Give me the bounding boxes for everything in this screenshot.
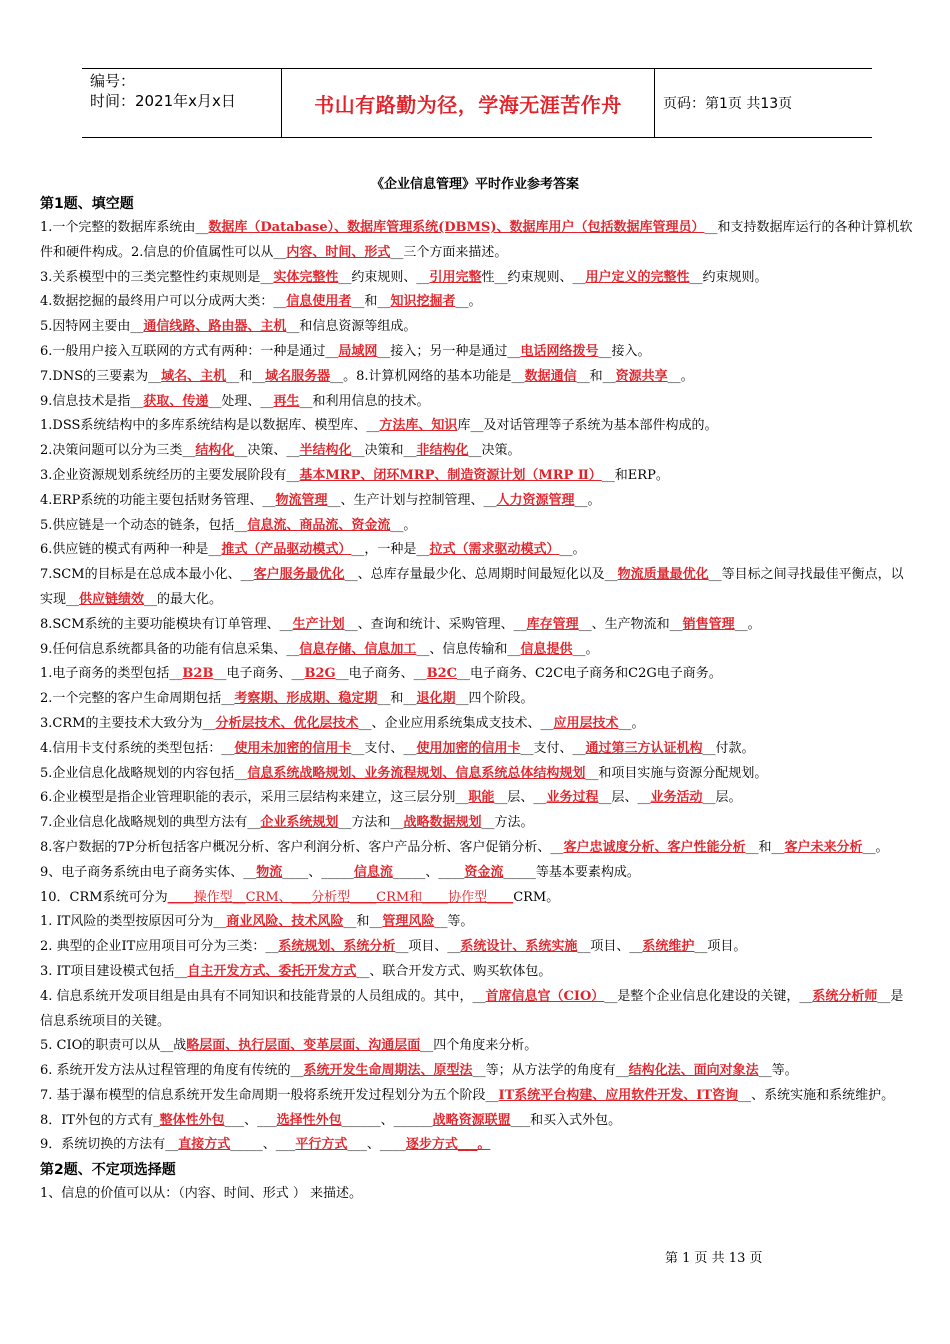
answer-text: 分析层技术、优化层技术 — [215, 715, 359, 731]
question-text: __和利用信息的技术。 — [299, 393, 430, 409]
answer-text: 业务过程 — [546, 790, 599, 806]
question-text: 9．系统切换的方法有__ — [40, 1137, 179, 1153]
answer-text: 业务活动 — [650, 790, 703, 806]
question-text: 6. 系统开发方法从过程管理的角度有传统的__ — [40, 1063, 304, 1079]
question-line — [40, 216, 915, 266]
question-text: __和__ — [576, 368, 616, 384]
answer-text: ___。 — [457, 1137, 491, 1153]
question-text: __、生产计划与控制管理、__ — [327, 492, 497, 508]
question-text: __等目标之间寻找最佳平衡点，以实现__ — [40, 567, 904, 607]
answer-text: 系统设计、系统实施 — [460, 939, 578, 955]
date-label: 时间：2021年x月x日 — [90, 92, 236, 110]
question-text: __。 — [559, 542, 586, 558]
question-text: 2. 典型的企业IT应用项目可分为三类：__ — [40, 939, 279, 955]
question-text: _____、____ — [392, 864, 465, 880]
question-text: 8.SCM系统的主要功能模块有订单管理、__ — [40, 616, 293, 632]
answer-text: 系统维护 — [642, 939, 695, 955]
question-text: __处理、__ — [208, 393, 274, 409]
question-text: 9.信息技术是指__ — [40, 393, 144, 409]
question-text: ____、_____ — [282, 864, 354, 880]
question-line — [40, 489, 915, 514]
answer-text: 商业风险、技术风险 — [226, 914, 344, 930]
question-text: __和信息资源等组成。 — [286, 319, 417, 335]
answer-text: 人力资源管理 — [496, 492, 575, 508]
answer-text: 选择性外包 — [276, 1112, 342, 1128]
question-text: __约束规则、__ — [338, 269, 430, 285]
answer-text: 电话网络拨号 — [520, 343, 599, 359]
answer-text: 实体完整性 — [273, 269, 339, 285]
question-text: _____等基本要素构成。 — [503, 864, 640, 880]
answer-text: 内容、时间、形式 — [286, 244, 391, 260]
question-text: __和__ — [226, 368, 266, 384]
question-text: __支付、__ — [520, 740, 586, 756]
question-text: __和项目实施与资源分配规划。 — [585, 765, 768, 781]
answer-text: 整体性外包 — [159, 1112, 225, 1128]
question-line — [40, 836, 915, 861]
answer-text: 再生 — [273, 393, 300, 409]
answer-text: 信息流 — [353, 864, 393, 880]
answer-text: 方法库、知识 — [379, 418, 458, 434]
answer-text: 数据通信 — [524, 368, 577, 384]
question-text: 1.DSS系统结构中的多库系统结构是以数据库、模型库、__ — [40, 418, 380, 434]
question-text: 9、电子商务系统由电子商务实体、__ — [40, 864, 257, 880]
answer-text: 使用加密的信用卡 — [416, 740, 521, 756]
answer-text: 直接方式 — [178, 1137, 231, 1153]
answer-text: IT系统平台构建、应用软件开发、IT咨询 — [498, 1087, 739, 1103]
question-text: __和支持数据库运行的各种计算机软件和硬件构成。2.信息的价值属性可以从__ — [40, 220, 913, 260]
question-line — [40, 266, 915, 291]
answer-text: 战略数据规划 — [403, 815, 482, 831]
question-text: __四个阶段。 — [455, 691, 534, 707]
question-line — [40, 340, 915, 365]
answer-text: 退化期 — [416, 691, 456, 707]
question-text: __，一种是__ — [351, 542, 430, 558]
section-heading: 第1题、填空题 — [40, 196, 134, 212]
question-text: __付款。 — [702, 740, 755, 756]
question-text: __决策、__ — [234, 443, 300, 459]
question-text: __层、__ — [494, 790, 547, 806]
question-text: 3. IT项目建设模式包括__ — [40, 963, 188, 979]
question-line — [40, 910, 915, 935]
document-body — [40, 192, 915, 1207]
question-text: 1. IT风险的类型按原因可分为__ — [40, 914, 227, 930]
question-text: __。 — [734, 616, 761, 632]
question-text: 1.一个完整的数据库系统由__ — [40, 220, 209, 235]
question-text: 3.关系模型中的三类完整性约束规则是__ — [40, 269, 274, 285]
question-text: __、总库存量最少化、总周期时间最短化以及__ — [344, 567, 618, 583]
question-line — [40, 1034, 915, 1059]
question-text: 3.企业资源规划系统经历的主要发展阶段有__ — [40, 467, 300, 483]
number-label: 编号： — [90, 72, 136, 90]
question-text: 8.客户数据的7P分析包括客户概况分析、客户利润分析、客户产品分析、客户促销分析、__ — [40, 839, 564, 855]
page-header — [82, 68, 872, 138]
question-line — [40, 687, 915, 712]
question-text: __电子商务、__ — [335, 666, 427, 682]
answer-text: 客户忠诚度分析、客户性能分析 — [563, 839, 746, 855]
answer-text: B2B — [182, 666, 214, 682]
answer-text: 推式（产品驱动模式） — [221, 542, 352, 558]
answer-text: B2G — [304, 666, 336, 682]
answer-text: 考察期、形成期、稳定期 — [234, 691, 378, 707]
section-heading: 第2题、不定项选择题 — [40, 1162, 176, 1179]
question-text: 2.一个完整的客户生命周期包括__ — [40, 691, 235, 707]
question-line — [40, 464, 915, 489]
answer-text: 应用层技术 — [553, 715, 619, 731]
question-text: __项目。 — [694, 939, 747, 955]
answer-text: 信息提供 — [520, 641, 573, 657]
answer-text: 信息流、商品流、资金流 — [247, 517, 391, 533]
answer-text: 域名服务器 — [265, 368, 331, 384]
answer-text: 域名、主机 — [161, 368, 227, 384]
question-line — [40, 762, 915, 787]
header-motto: 书山有路勤为径，学海无涯苦作舟 — [282, 69, 655, 137]
question-text: __是整个企业信息化建设的关键，__ — [604, 988, 813, 1004]
question-text: 6.供应链的模式有两种一种是__ — [40, 542, 222, 558]
question-line — [40, 935, 915, 960]
answer-text: 信息使用者 — [286, 294, 352, 310]
question-line — [40, 662, 915, 687]
answer-text: B2C — [426, 666, 457, 682]
question-line — [40, 886, 915, 911]
document-title: 《企业信息管理》平时作业参考答案 — [370, 177, 579, 192]
question-text: ______、______ — [341, 1112, 433, 1128]
question-text: __电子商务、__ — [213, 666, 305, 682]
answer-text: 库存管理 — [526, 616, 579, 632]
question-text: 4.信用卡支付系统的类型包括：__ — [40, 740, 235, 756]
question-text: __等。 — [758, 1063, 798, 1079]
answer-text: 客户未来分析 — [784, 839, 863, 855]
answer-text: 通过第三方认证机构 — [585, 740, 703, 756]
answer-text: 系统开发生命周期法、原型法 — [303, 1063, 473, 1079]
page-footer: 第 1 页 共 13 页 — [665, 1251, 763, 1266]
answer-text: 用户定义的完整性 — [585, 269, 690, 285]
question-text: __。 — [572, 641, 599, 657]
question-text: __、企业应用系统集成支技术、__ — [358, 715, 554, 731]
question-text: 6.企业模型是指企业管理职能的表示，采用三层结构来建立，这三层分别__ — [40, 790, 469, 806]
question-text: _____、___ — [230, 1137, 296, 1153]
answer-text: 战略资源联盟 — [432, 1112, 511, 1128]
question-text: __和__ — [351, 294, 391, 310]
answer-text: 知识挖掘者 — [390, 294, 456, 310]
answer-text: 自主开发方式、委托开发方式 — [187, 963, 357, 979]
answer-text: 数据库（Database）、数据库管理系统(DBMS)、数据库用户（包括数据库管理员） — [208, 220, 705, 235]
question-text: 7. 基于瀑布模型的信息系统开发生命周期一般将系统开发过程划分为五个阶段__ — [40, 1087, 499, 1103]
answer-text: 信息系统战略规划、业务流程规划、信息系统总体结构规划 — [247, 765, 586, 781]
question-text: __决策。 — [468, 443, 521, 459]
answer-text: ____操作型__CRM、___分析型____CRM和____协作型____ — [167, 889, 514, 905]
question-text: __项目、__ — [395, 939, 461, 955]
question-text: 5. CIO的职责可以从__战 — [40, 1038, 187, 1054]
question-line — [40, 563, 915, 613]
answer-text: 物流管理 — [275, 492, 328, 508]
question-text: __层、__ — [598, 790, 651, 806]
answer-text: 平行方式 — [295, 1137, 348, 1153]
question-text: 9.任何信息系统都具备的功能有信息采集、__ — [40, 641, 300, 657]
question-line — [40, 985, 915, 1035]
question-line — [40, 414, 915, 439]
page-counter: 页码：第1页 共13页 — [663, 96, 793, 112]
question-text: CRM。 — [513, 889, 560, 905]
question-text: 2.决策问题可以分为三类__ — [40, 443, 196, 459]
question-text: __、生产物流和__ — [578, 616, 683, 632]
question-text: __和__ — [343, 914, 383, 930]
answer-text: 职能 — [468, 790, 495, 806]
question-text: __和ERP。 — [601, 467, 669, 483]
question-text: __接入。 — [598, 343, 651, 359]
question-text: __约束规则。 — [689, 269, 768, 285]
question-text: __决策和__ — [351, 443, 417, 459]
question-line — [40, 960, 915, 985]
answer-text: 局域网 — [338, 343, 378, 359]
question-text: 5.供应链是一个动态的链条，包括__ — [40, 517, 248, 533]
question-line — [40, 315, 915, 340]
question-text: __电子商务、C2C电子商务和C2G电子商务。 — [457, 666, 722, 682]
answer-text: 逐步方式 — [405, 1137, 458, 1153]
answer-text: 通信线路、路由器、主机 — [143, 319, 287, 335]
question-text: 10．CRM系统可分为 — [40, 889, 168, 905]
answer-text: 资源共享 — [615, 368, 668, 384]
question-text: 5.因特网主要由__ — [40, 319, 144, 335]
question-text: __。 — [390, 517, 417, 533]
question-text: __项目、__ — [577, 939, 643, 955]
question-line — [40, 638, 915, 663]
answer-text: 使用未加密的信用卡 — [234, 740, 352, 756]
question-text: ___、____ — [347, 1137, 406, 1153]
question-text: __方法和__ — [338, 815, 404, 831]
question-text: __四个角度来分析。 — [420, 1038, 538, 1054]
question-text: __。 — [667, 368, 694, 384]
question-line — [40, 786, 915, 811]
question-line — [40, 861, 915, 886]
question-line — [40, 737, 915, 762]
answer-text: 客户服务最优化 — [253, 567, 345, 583]
answer-text: 引用完整 — [429, 269, 482, 285]
answer-text: 半结构化 — [299, 443, 352, 459]
answer-text: 拉式（需求驱动模式） — [429, 542, 560, 558]
question-text: 7.SCM的目标是在总成本最小化、__ — [40, 567, 254, 583]
question-text: __。 — [574, 492, 601, 508]
answer-text: 非结构化 — [416, 443, 469, 459]
question-text: __接入；另一种是通过__ — [377, 343, 521, 359]
question-line — [40, 390, 915, 415]
question-text: __的最大化。 — [144, 591, 223, 607]
question-line — [40, 290, 915, 315]
answer-text: 首席信息官（CIO） — [485, 988, 605, 1004]
question-text: __、联合开发方式、购买软体包。 — [356, 963, 552, 979]
question-text: 7.企业信息化战略规划的典型方法有__ — [40, 815, 261, 831]
question-text: 1.电子商务的类型包括__ — [40, 666, 183, 682]
question-line — [40, 1084, 915, 1134]
question-text: ___、___ — [224, 1112, 277, 1128]
answer-text: 系统规划、系统分析 — [278, 939, 396, 955]
question-text: __三个方面来描述。 — [390, 244, 508, 260]
question-text: __。8.计算机网络的基本功能是__ — [330, 368, 525, 384]
question-text: __等。 — [434, 914, 474, 930]
answer-text: 生产计划 — [292, 616, 345, 632]
question-line — [40, 1133, 915, 1158]
answer-text: 管理风险 — [382, 914, 435, 930]
question-line — [40, 514, 915, 539]
question-text: 3.CRM的主要技术大致分为__ — [40, 715, 216, 731]
question-text: 性__约束规则、__ — [481, 269, 586, 285]
question-text: 4.数据挖掘的最终用户可以分成两大类：__ — [40, 294, 287, 310]
question-line — [40, 613, 915, 638]
question-text: ___和买入式外包。 — [510, 1112, 622, 1128]
answer-text: 供应链绩效 — [79, 591, 145, 607]
question-text: 4. 信息系统开发项目组是由具有不同知识和技能背景的人员组成的。其中，__ — [40, 988, 486, 1004]
question-text: 5.企业信息化战略规划的内容包括__ — [40, 765, 248, 781]
answer-text: 物流 — [256, 864, 283, 880]
question-text: __层。 — [702, 790, 742, 806]
question-text: __。 — [862, 839, 889, 855]
answer-text: 销售管理 — [682, 616, 735, 632]
question-line — [40, 538, 915, 563]
question-line — [40, 439, 915, 464]
answer-text: 资金流 — [464, 864, 504, 880]
answer-text: 信息存储、信息加工 — [299, 641, 417, 657]
question-text: __、查询和统计、采购管理、__ — [344, 616, 527, 632]
question-text: __和__ — [745, 839, 785, 855]
question-text: __。 — [455, 294, 482, 310]
question-line — [40, 1182, 915, 1207]
question-line — [40, 365, 915, 390]
answer-text: 基本MRP、闭环MRP、制造资源计划（MRP Ⅱ） — [299, 467, 602, 483]
question-text: __、系统实施和系统维护。8．IT外包的方式有_ — [40, 1087, 895, 1128]
header-left-cell — [82, 69, 282, 137]
answer-text: 获取、传递 — [143, 393, 209, 409]
answer-text: 系统分析师 — [812, 988, 878, 1004]
question-text: __、信息传输和__ — [416, 641, 521, 657]
question-line — [40, 1059, 915, 1084]
question-text: __等；从方法学的角度有__ — [472, 1063, 629, 1079]
answer-text: 物流质量最优化 — [617, 567, 709, 583]
answer-text: 结构化法、面向对象法 — [628, 1063, 759, 1079]
question-text: __。 — [618, 715, 645, 731]
question-text: 4.ERP系统的功能主要包括财务管理、__ — [40, 492, 276, 508]
answer-text: 略层面、执行层面、变革层面、沟通层面 — [186, 1038, 421, 1054]
question-text: 6.一般用户接入互联网的方式有两种：一种是通过__ — [40, 343, 339, 359]
question-text: __和__ — [377, 691, 417, 707]
question-text: __方法。 — [481, 815, 534, 831]
question-text: 库__及对话管理等子系统为基本部件构成的。 — [457, 418, 718, 434]
question-line — [40, 712, 915, 737]
question-text: __支付、__ — [351, 740, 417, 756]
answer-text: 企业系统规划 — [260, 815, 339, 831]
question-text: __是信息系统项目的关键。 — [40, 988, 904, 1029]
question-line — [40, 811, 915, 836]
answer-text: 结构化 — [195, 443, 235, 459]
question-text: 1、信息的价值可以从：（内容、时间、形式 ） 来描述。 — [40, 1186, 363, 1202]
question-text: 7.DNS的三要素为__ — [40, 368, 162, 384]
